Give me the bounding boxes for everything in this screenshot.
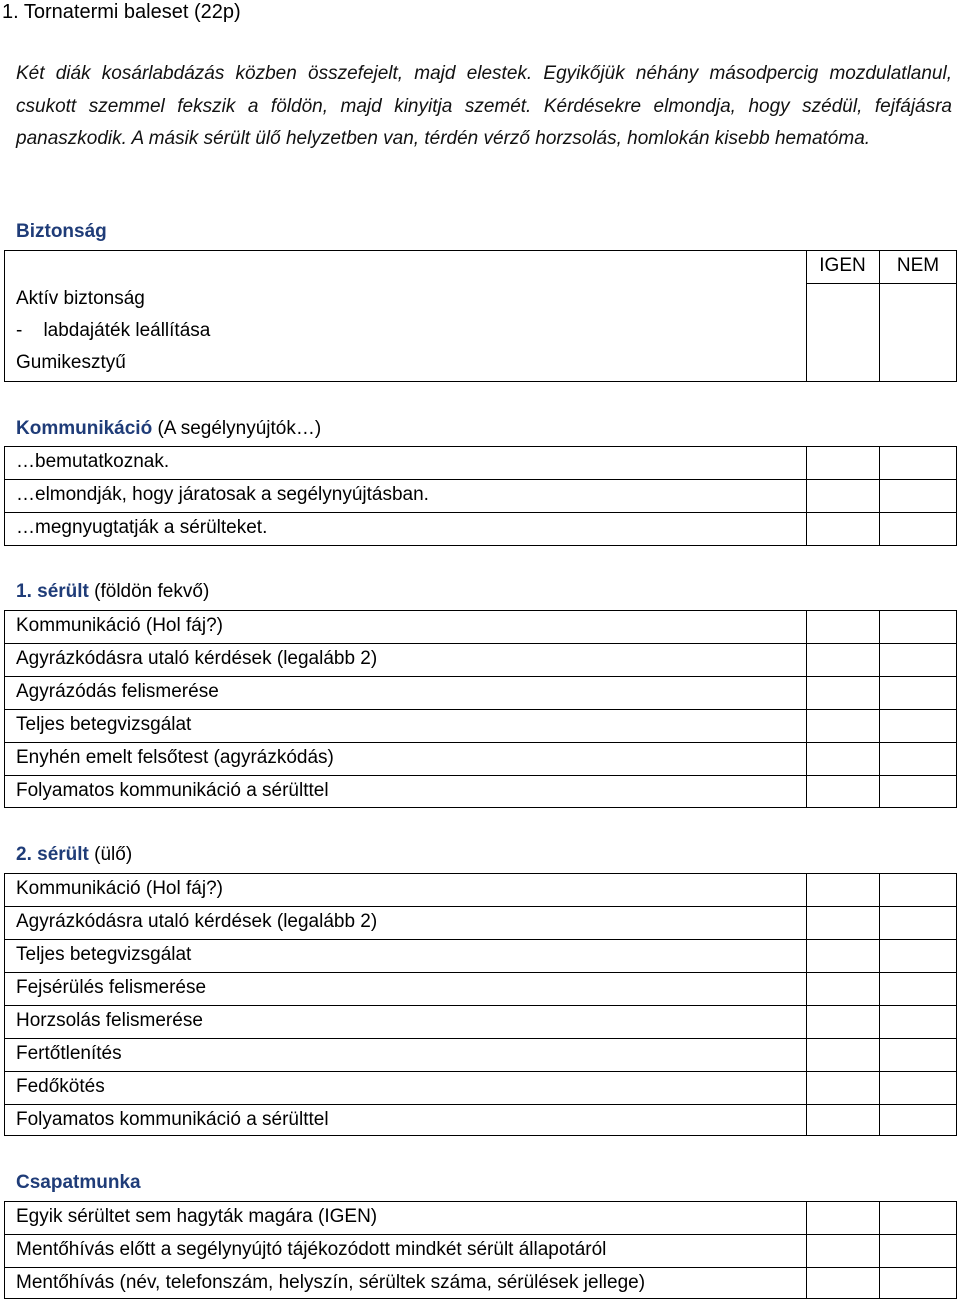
section-title-kommunikacio: [16, 417, 321, 441]
list-item: Kommunikáció (Hol fáj?): [16, 878, 223, 899]
row-divider: [4, 906, 957, 907]
list-item: …megnyugtatják a sérülteket.: [16, 517, 268, 538]
row-divider: [4, 1071, 957, 1072]
section-title-biztonsag: Biztonság: [16, 221, 107, 242]
row-divider: [4, 972, 957, 973]
list-item: Fertőtlenítés: [16, 1043, 122, 1064]
section-title-rest: (A segélynyújtók…): [152, 418, 322, 439]
row-divider: [4, 939, 957, 940]
row-divider: [4, 1005, 957, 1006]
column-header-igen: IGEN: [819, 255, 866, 276]
section-title-rest: (földön fekvő): [88, 581, 210, 602]
column-header-nem: NEM: [896, 255, 940, 276]
section-title-serult2: [16, 843, 132, 867]
row-divider: [4, 1038, 957, 1039]
row-divider: [4, 1234, 957, 1235]
list-item: Fedőkötés: [16, 1076, 105, 1097]
list-item: Folyamatos kommunikáció a sérülttel: [16, 1109, 329, 1130]
list-item: Egyik sérültet sem hagyták magára (IGEN): [16, 1206, 378, 1227]
list-item: Kommunikáció (Hol fáj?): [16, 615, 223, 636]
section-title-rest: (ülő): [88, 844, 133, 865]
section-title-bold: Kommunikáció: [16, 418, 153, 439]
row-divider: [4, 676, 957, 677]
row-divider: [4, 709, 957, 710]
list-item: Teljes betegvizsgálat: [16, 944, 192, 965]
row-labdajatek: - labdajáték leállítása: [16, 320, 211, 341]
col-divider: [806, 446, 807, 546]
section-title-serult1: [16, 580, 209, 604]
page-title: 1. Tornatermi baleset (22p): [2, 1, 241, 23]
list-item: …elmondják, hogy járatosak a segélynyújtásban.: [16, 484, 429, 505]
list-item: Agyrázkódásra utaló kérdések (legalább 2): [16, 911, 378, 932]
header-divider: [806, 283, 957, 284]
list-item: Folyamatos kommunikáció a sérülttel: [16, 780, 329, 801]
row-gumikesztyu: Gumikesztyű: [16, 352, 126, 373]
row-divider: [4, 1267, 957, 1268]
col-divider: [879, 1201, 880, 1299]
list-item: …bemutatkoznak.: [16, 451, 170, 472]
row-divider: [4, 479, 957, 480]
list-item: Horzsolás felismerése: [16, 1010, 203, 1031]
list-item: Mentőhívás (név, telefonszám, helyszín, sérültek száma, sérülések jellege): [16, 1272, 646, 1293]
row-divider: [4, 775, 957, 776]
list-item: Agyrázódás felismerése: [16, 681, 219, 702]
list-item: Enyhén emelt felsőtest (agyrázkódás): [16, 747, 334, 768]
row-divider: [4, 643, 957, 644]
list-item: Fejsérülés felismerése: [16, 977, 207, 998]
section-title-bold: 1. sérült: [16, 581, 89, 602]
row-aktiv-biztonsag: Aktív biztonság: [16, 288, 145, 309]
list-item: Teljes betegvizsgálat: [16, 714, 192, 735]
list-item: Agyrázkódásra utaló kérdések (legalább 2): [16, 648, 378, 669]
row-divider: [4, 1104, 957, 1105]
list-item: Mentőhívás előtt a segélynyújtó tájékozódott mindkét sérült állapotáról: [16, 1239, 607, 1260]
row-divider: [4, 512, 957, 513]
section-title-bold: 2. sérült: [16, 844, 89, 865]
section-title-csapatmunka: Csapatmunka: [16, 1172, 141, 1193]
scenario-paragraph: Két diák kosárlabdázás közben összefejelt, majd elestek. Egyikőjük néhány másodpercig mozdulatlanul, csukott szemmel fekszik a földön, majd kinyitja szemét. Kérdésekre elmondja, hogy szédül, fejfájásra panaszkodik. A másik sérült ülő helyzetben van, térdén vérző horzsolás, homlokán kisebb hematóma.: [16, 63, 952, 149]
col-divider: [879, 446, 880, 546]
col-divider: [806, 1201, 807, 1299]
row-divider: [4, 742, 957, 743]
